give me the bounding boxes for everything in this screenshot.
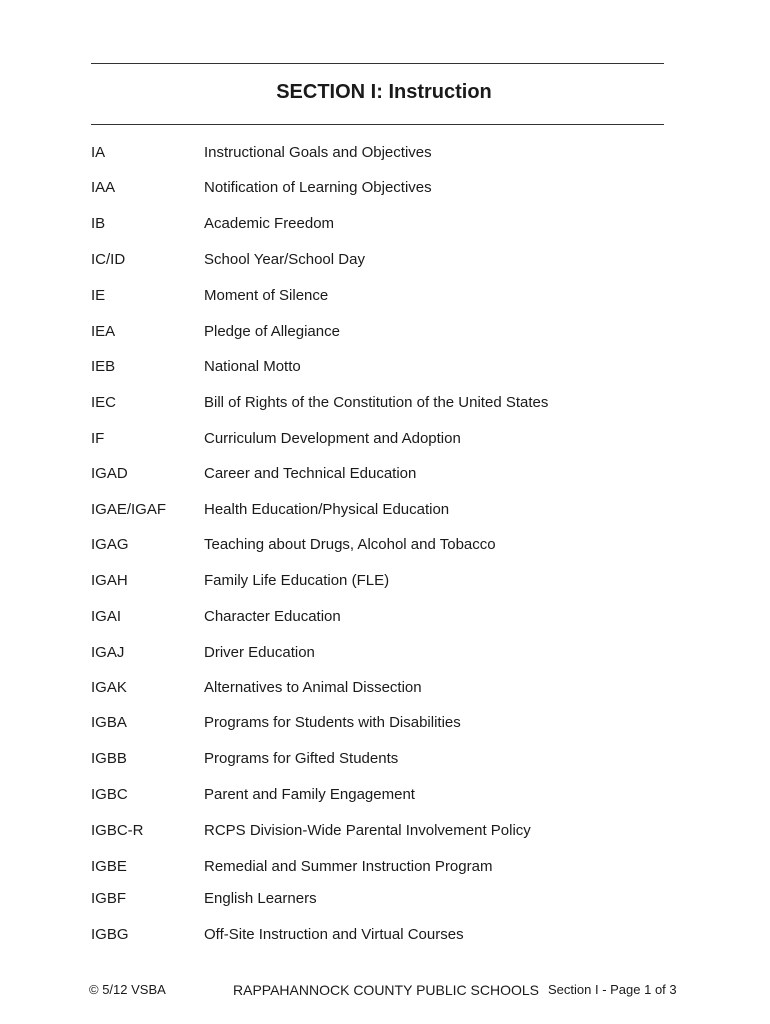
policy-row <box>0 749 770 769</box>
policy-title: Driver Education <box>204 644 315 661</box>
policy-title: Academic Freedom <box>204 215 335 232</box>
policy-code: IAA <box>91 179 116 196</box>
policy-code: IGAH <box>91 572 128 589</box>
policy-title: Curriculum Development and Adoption <box>204 430 461 447</box>
policy-row <box>0 500 770 520</box>
policy-title: Instructional Goals and Objectives <box>204 144 432 161</box>
policy-title: Health Education/Physical Education <box>204 501 450 518</box>
policy-title: National Motto <box>204 358 301 375</box>
policy-code: IEB <box>91 358 116 375</box>
policy-title: RCPS Division-Wide Parental Involvement Policy <box>204 822 531 839</box>
policy-title: Off-Site Instruction and Virtual Courses <box>204 926 464 943</box>
page-title: SECTION I: Instruction <box>276 81 492 103</box>
policy-row <box>0 821 770 841</box>
policy-code: IB <box>91 215 106 232</box>
policy-code: IC/ID <box>91 251 126 268</box>
footer-school-name: RAPPAHANNOCK COUNTY PUBLIC SCHOOLS <box>233 982 539 998</box>
policy-row <box>0 357 770 377</box>
policy-row <box>0 925 770 945</box>
policy-title: Career and Technical Education <box>204 465 417 482</box>
policy-title: Family Life Education (FLE) <box>204 572 390 589</box>
page-footer <box>0 980 770 1000</box>
policy-code: IGAD <box>91 465 128 482</box>
policy-row <box>0 535 770 555</box>
policy-row <box>0 178 770 198</box>
policy-title: Programs for Students with Disabilities <box>204 714 461 731</box>
policy-code: IGBE <box>91 858 127 875</box>
title-bottom-rule <box>91 124 664 125</box>
policy-code: IGBA <box>91 714 127 731</box>
policy-code: IA <box>91 144 106 161</box>
policy-row <box>0 889 770 909</box>
policy-title: Parent and Family Engagement <box>204 786 415 803</box>
top-rule <box>91 63 664 64</box>
policy-code: IGBC <box>91 786 128 803</box>
policy-code: IGAG <box>91 536 129 553</box>
policy-code: IEC <box>91 394 117 411</box>
policy-title: Notification of Learning Objectives <box>204 179 432 196</box>
policy-code: IEA <box>91 323 116 340</box>
policy-title: Alternatives to Animal Dissection <box>204 679 422 696</box>
policy-title: Pledge of Allegiance <box>204 323 340 340</box>
policy-row <box>0 322 770 342</box>
policy-row <box>0 607 770 627</box>
policy-code: IGAJ <box>91 644 125 661</box>
policy-row <box>0 678 770 698</box>
policy-row <box>0 429 770 449</box>
policy-title: Teaching about Drugs, Alcohol and Tobacco <box>204 536 496 553</box>
policy-code: IGBG <box>91 926 129 943</box>
policy-title: Moment of Silence <box>204 287 329 304</box>
policy-row <box>0 785 770 805</box>
policy-title: School Year/School Day <box>204 251 365 268</box>
policy-row <box>0 571 770 591</box>
policy-row <box>0 857 770 877</box>
policy-title: Programs for Gifted Students <box>204 750 399 767</box>
policy-code: IE <box>91 287 106 304</box>
policy-row <box>0 464 770 484</box>
policy-code: IGAK <box>91 679 127 696</box>
policy-code: IF <box>91 430 105 447</box>
policy-row <box>0 143 770 163</box>
policy-code: IGAE/IGAF <box>91 501 167 518</box>
policy-title: Character Education <box>204 608 341 625</box>
policy-title: English Learners <box>204 890 317 907</box>
policy-row <box>0 214 770 234</box>
footer-copyright: © 5/12 VSBA <box>89 982 166 997</box>
policy-title: Bill of Rights of the Constitution of the United States <box>204 394 549 411</box>
policy-code: IGAI <box>91 608 122 625</box>
policy-code: IGBB <box>91 750 127 767</box>
policy-row <box>0 286 770 306</box>
policy-row <box>0 393 770 413</box>
policy-title: Remedial and Summer Instruction Program <box>204 858 493 875</box>
policy-code: IGBC-R <box>91 822 144 839</box>
footer-page-number: Section I - Page 1 of 3 <box>548 982 677 997</box>
policy-row <box>0 250 770 270</box>
policy-code: IGBF <box>91 890 127 907</box>
policy-row <box>0 643 770 663</box>
policy-row <box>0 713 770 733</box>
